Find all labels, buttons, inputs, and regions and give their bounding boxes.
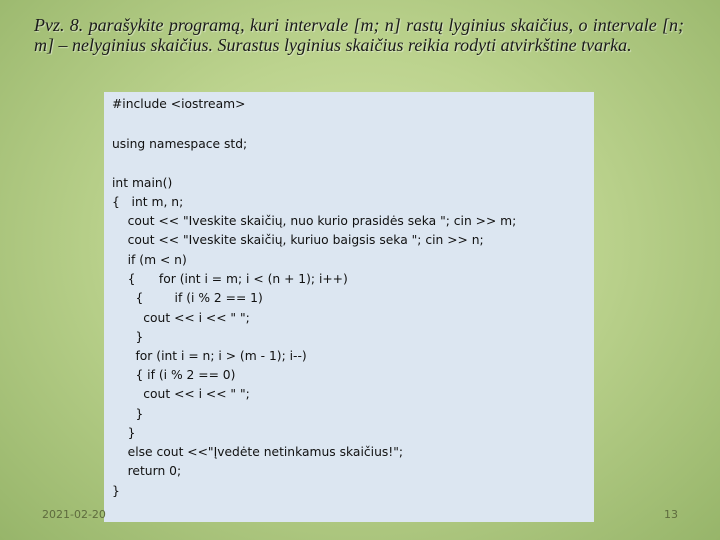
- code-line: for (int i = n; i > (m - 1); i--): [112, 349, 307, 363]
- code-line: else cout <<"Įvedėte netinkamus skaičius!";: [112, 445, 403, 459]
- code-line: int main(): [112, 176, 173, 190]
- code-line: }: [112, 484, 120, 498]
- code-line: cout << "Iveskite skaičių, nuo kurio prasidės seka "; cin >> m;: [112, 214, 517, 228]
- code-line: { int m, n;: [112, 195, 184, 209]
- code-line: { for (int i = m; i < (n + 1); i++): [112, 272, 348, 286]
- slide-title: Pvz. 8. parašykite programą, kuri intervale [m; n] rastų lyginius skaičius, o intervale [n; m] – nelyginius skaičius. Surastus lyginius skaičius reikia rodyti atvirkštine tvarka.: [34, 15, 684, 55]
- code-line: }: [112, 407, 144, 421]
- code-line: cout << "Iveskite skaičių, kuriuo baigsis seka "; cin >> n;: [112, 233, 484, 247]
- code-line: { if (i % 2 == 0): [112, 368, 236, 382]
- code-block: [104, 92, 594, 522]
- code-line: using namespace std;: [112, 137, 248, 151]
- code-line: return 0;: [112, 464, 182, 478]
- code-line: }: [112, 426, 136, 440]
- page-number: 13: [664, 508, 678, 521]
- code-line: { if (i % 2 == 1): [112, 291, 263, 305]
- code-line: if (m < n): [112, 253, 187, 267]
- code-line: cout << i << " ";: [112, 387, 250, 401]
- footer-date: 2021-02-20: [42, 508, 106, 521]
- code-line: #include <iostream>: [112, 97, 246, 111]
- code-line: }: [112, 330, 144, 344]
- code-line: cout << i << " ";: [112, 311, 250, 325]
